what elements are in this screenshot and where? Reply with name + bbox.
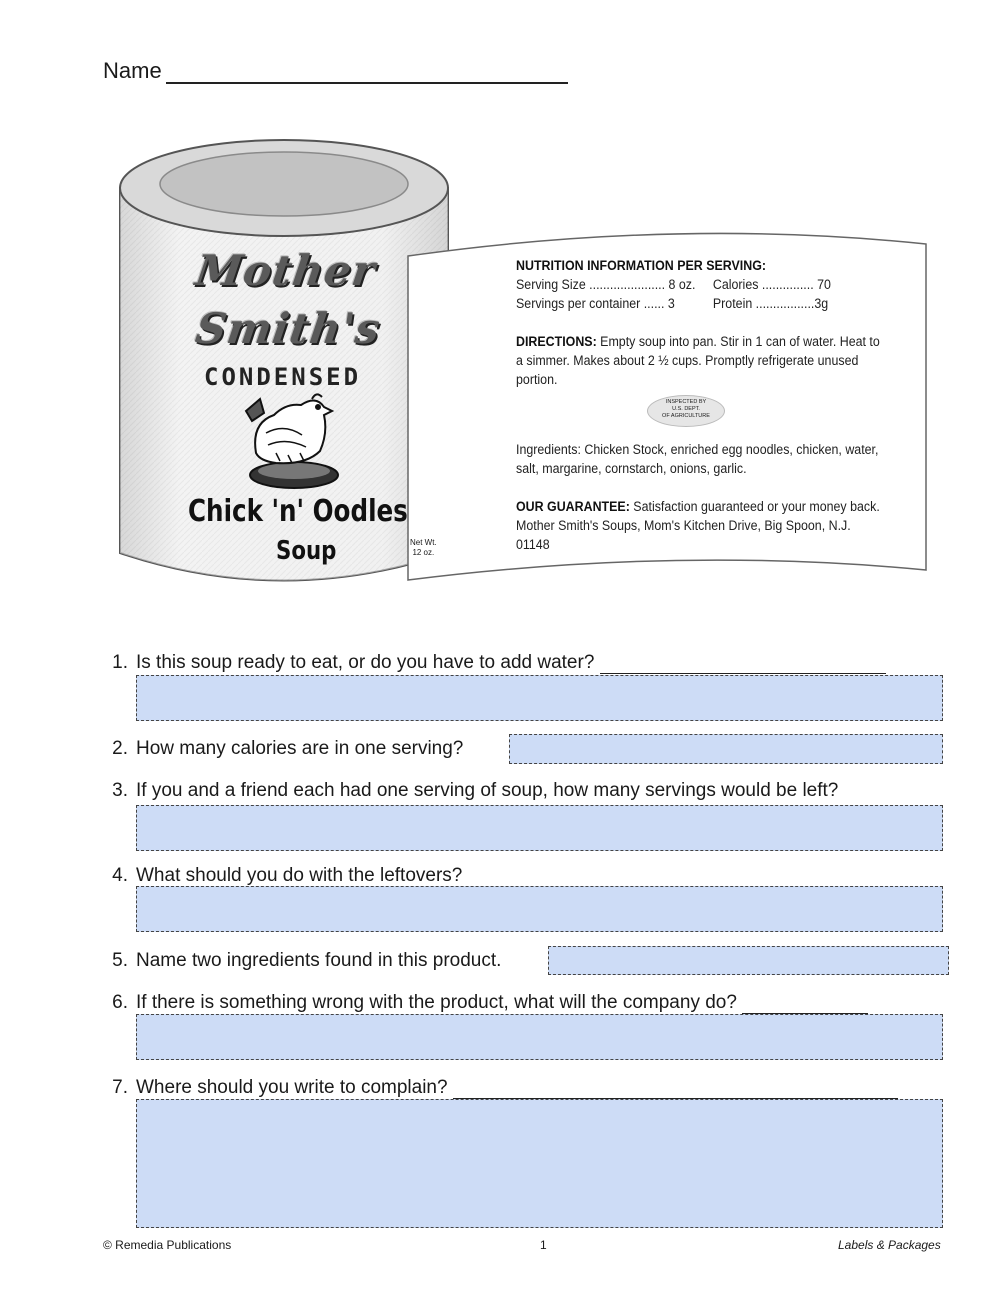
net-weight-value: 12 oz. [412,548,435,557]
answer-box-1[interactable] [136,675,943,721]
usda-line-1: INSPECTED BY [665,399,707,405]
can-lid-inner [160,152,408,216]
question-4 [98,865,462,887]
name-label: Name [103,58,162,83]
directions-text: Empty soup into pan. Stir in 1 can of water. Heat to a simmer. Makes about 2 ½ cups. Promptly refrigerate unused portion. [516,334,880,387]
serving-size: Serving Size ...................... 8 oz. [516,277,696,292]
question-6 [98,992,868,1014]
question-text: If you and a friend each had one serving of soup, how many servings would be left? [136,780,839,801]
question-1 [98,652,886,674]
question-number: 7. [112,1077,128,1098]
question-text: If there is something wrong with the product, what will the company do? [136,992,737,1013]
guarantee-heading: OUR GUARANTEE: [516,499,630,514]
question-text: Name two ingredients found in this product. [136,950,502,971]
question-text: How many calories are in one serving? [136,738,464,759]
usda-line-2: U.S. DEPT. [672,406,700,412]
question-5 [98,950,501,972]
answer-box-3[interactable] [136,805,943,851]
question-number: 3. [112,780,128,801]
product-name: Chick 'n' Oodles [188,494,408,529]
answer-underline [742,995,868,1014]
brand-line-2: Smith's [192,304,384,353]
question-text: What should you do with the leftovers? [136,865,463,886]
guarantee [516,497,884,554]
usda-line-3: OF AGRICULTURE [662,413,710,419]
product-type: Soup [276,536,337,566]
directions-heading: DIRECTIONS: [516,334,597,349]
question-2 [98,738,463,760]
servings-per-container: Servings per container ...... 3 [516,296,675,311]
question-3 [98,780,838,802]
footer-page-number: 1 [540,1238,547,1252]
directions [516,332,884,389]
protein: Protein .................3g [712,296,829,311]
usda-seal [647,395,725,427]
footer-publisher: © Remedia Publications [103,1238,232,1252]
answer-box-4[interactable] [136,886,943,932]
calories: Calories ............... 70 [712,277,831,292]
answer-box-7[interactable] [136,1099,943,1228]
net-weight [410,538,437,558]
question-number: 1. [112,652,128,673]
question-text: Is this soup ready to eat, or do you have to add water? [136,652,595,673]
question-number: 4. [112,865,128,886]
question-text: Where should you write to complain? [136,1077,448,1098]
answer-box-2[interactable] [509,734,943,764]
guarantee-text: Satisfaction guaranteed or your money back. Mother Smith's Soups, Mom's Kitchen Drive, Big Spoon, N.J. 01148 [516,499,880,552]
net-weight-label: Net Wt. [410,538,437,547]
question-number: 5. [112,950,128,971]
question-number: 6. [112,992,128,1013]
footer-series: Labels & Packages [838,1238,941,1252]
answer-underline [453,1080,898,1099]
name-line[interactable] [166,58,568,84]
nutrition-heading: NUTRITION INFORMATION PER SERVING: [516,258,767,273]
hen-icon [246,394,338,488]
question-7 [98,1077,898,1099]
brand-line-1: Mother [192,246,379,295]
answer-box-6[interactable] [136,1014,943,1060]
question-number: 2. [112,738,128,759]
answer-underline [600,655,886,674]
name-row [103,58,568,84]
ingredients: Ingredients: Chicken Stock, enriched egg noodles, chicken, water, salt, margarine, cornstarch, onions, garlic. [516,442,879,476]
condensed-label: CONDENSED [204,363,362,391]
answer-box-5[interactable] [548,946,949,975]
nutrition-info [516,256,902,313]
